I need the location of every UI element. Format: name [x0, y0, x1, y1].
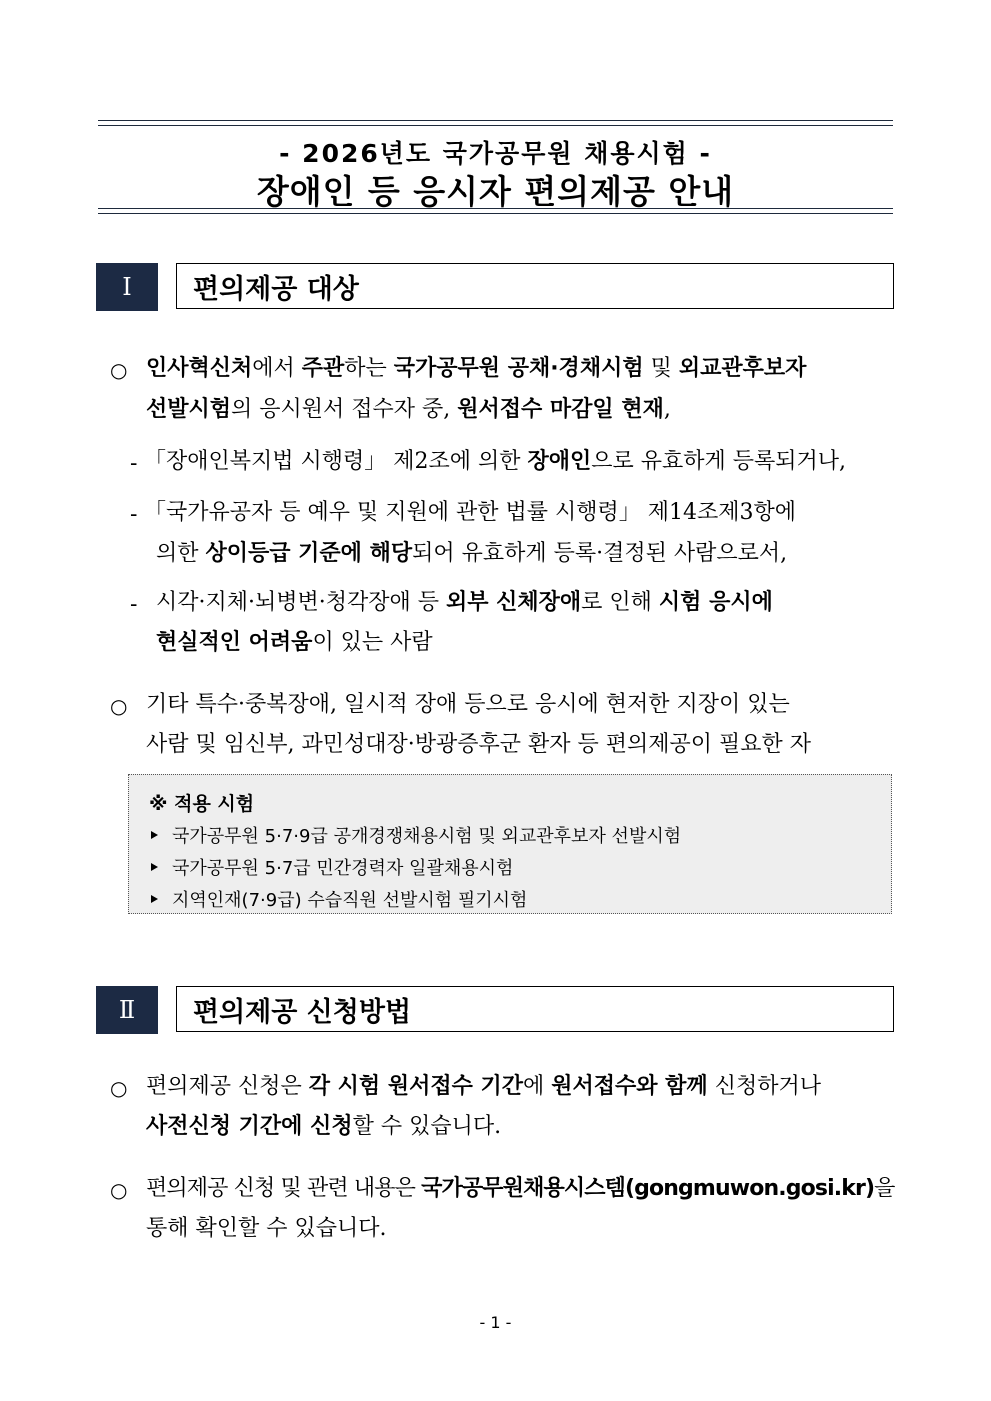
- text-run: 및: [643, 356, 679, 381]
- text-line: [146, 1116, 501, 1138]
- text-run: 시각·지체·뇌병변·청각장애 등: [156, 590, 446, 615]
- section-2-number: Ⅱ: [96, 986, 158, 1034]
- note-heading: ※ 적용 시험: [149, 793, 255, 815]
- bold-text: 원서접수 마감일 현재: [457, 397, 664, 422]
- text-run: 편의제공 신청 및 관련 내용은: [146, 1176, 422, 1201]
- text-run: 신청하거나: [707, 1074, 821, 1099]
- title-bottom-rule-thin: [98, 208, 893, 209]
- title-block: [98, 120, 893, 214]
- text-run: 으로 유효하게 등록되거나,: [591, 449, 847, 474]
- bold-text: 각 시험 원서접수 기간: [308, 1074, 524, 1099]
- text-line: [146, 358, 895, 380]
- bold-text: 국가공무원 공채·경채시험: [393, 356, 644, 381]
- text-line: [146, 1218, 387, 1240]
- note-item: [151, 822, 681, 848]
- title-top-rule: [98, 120, 893, 121]
- triangle-bullet-icon: [151, 863, 158, 871]
- text-line: [146, 1076, 895, 1098]
- document-subtitle: - 2026년도 국가공무원 채용시험 -: [279, 139, 712, 168]
- page-number: - 1 -: [479, 1313, 512, 1332]
- text-run: 로 인해: [581, 590, 659, 615]
- bold-text: 외부 신체장애: [446, 590, 582, 615]
- bold-text: 인사혁신처: [146, 356, 253, 381]
- title-bottom-rule: [98, 213, 893, 214]
- text-run: ,: [663, 397, 671, 422]
- note-item: [151, 854, 513, 880]
- text-run: 의한: [156, 541, 206, 566]
- dash-marker: -: [130, 592, 138, 617]
- text-line: [156, 632, 433, 654]
- text-line: [146, 1178, 895, 1200]
- text-line: [144, 451, 895, 473]
- document-title: 장애인 등 응시자 편의제공 안내: [256, 172, 735, 211]
- section-1-title: 편의제공 대상: [176, 263, 894, 309]
- text-run: 에: [523, 1074, 552, 1099]
- text-run: 통해 확인할 수 있습니다.: [146, 1216, 387, 1241]
- text-run: 을: [874, 1176, 895, 1201]
- text-line: [156, 543, 895, 565]
- text-run: 편의제공 신청은: [146, 1074, 309, 1099]
- bold-text: 선발시험: [146, 397, 232, 422]
- note-item: [151, 886, 527, 912]
- bold-text: 상이등급 기준에 해당: [205, 541, 413, 566]
- bullet-marker: ○: [110, 1076, 128, 1100]
- triangle-bullet-icon: [151, 831, 158, 839]
- text-run: 되어 유효하게 등록·결정된 사람으로서,: [412, 541, 788, 566]
- bullet-marker: ○: [110, 694, 128, 718]
- text-run: 할 수 있습니다.: [352, 1114, 502, 1139]
- text-run: 이 있는 사람: [312, 630, 433, 655]
- text-run: 에서: [252, 356, 302, 381]
- dash-marker: -: [130, 451, 138, 476]
- text-line: [156, 592, 895, 614]
- text-line: [144, 502, 895, 524]
- note-item-text: 지역인재(7·9급) 수습직원 선발시험 필기시험: [172, 890, 528, 911]
- section-2-title: 편의제공 신청방법: [176, 986, 894, 1032]
- bullet-marker: ○: [110, 358, 128, 382]
- bold-text: 원서접수와 함께: [551, 1074, 708, 1099]
- bold-text: 사전신청 기간에 신청: [146, 1114, 353, 1139]
- text-line: [146, 694, 895, 716]
- note-item-text: 국가공무원 5·7·9급 공개경쟁채용시험 및 외교관후보자 선발시험: [172, 826, 682, 847]
- dash-marker: -: [130, 502, 138, 527]
- text-run: 의 응시원서 접수자 중,: [231, 397, 458, 422]
- bold-text: 주관: [301, 356, 345, 381]
- text-run: 기타 특수·중복장애, 일시적 장애 등으로 응시에 현저한 지장이 있는: [146, 692, 790, 717]
- bold-text: 장애인: [527, 449, 592, 474]
- title-top-rule-thin: [98, 125, 893, 126]
- bold-text: 현실적인 어려움: [156, 630, 313, 655]
- bullet-marker: ○: [110, 1178, 128, 1202]
- triangle-bullet-icon: [151, 895, 158, 903]
- text-run: 사람 및 임신부, 과민성대장·방광증후군 환자 등 편의제공이 필요한 자: [146, 732, 811, 757]
- text-line: [146, 734, 895, 756]
- text-run: 「장애인복지법 시행령」 제2조에 의한: [144, 449, 528, 474]
- applicable-exams-box: [128, 774, 892, 914]
- bold-text: 외교관후보자: [678, 356, 807, 381]
- text-line: [146, 399, 671, 421]
- text-run: 하는: [344, 356, 394, 381]
- bold-text: 국가공무원채용시스템(gongmuwon.gosi.kr): [421, 1176, 875, 1201]
- bold-text: 시험 응시에: [658, 590, 773, 615]
- section-1-number: Ⅰ: [96, 263, 158, 311]
- text-run: 「국가유공자 등 예우 및 지원에 관한 법률 시행령」 제14조제3항에: [144, 500, 796, 525]
- note-item-text: 국가공무원 5·7급 민간경력자 일괄채용시험: [172, 858, 514, 879]
